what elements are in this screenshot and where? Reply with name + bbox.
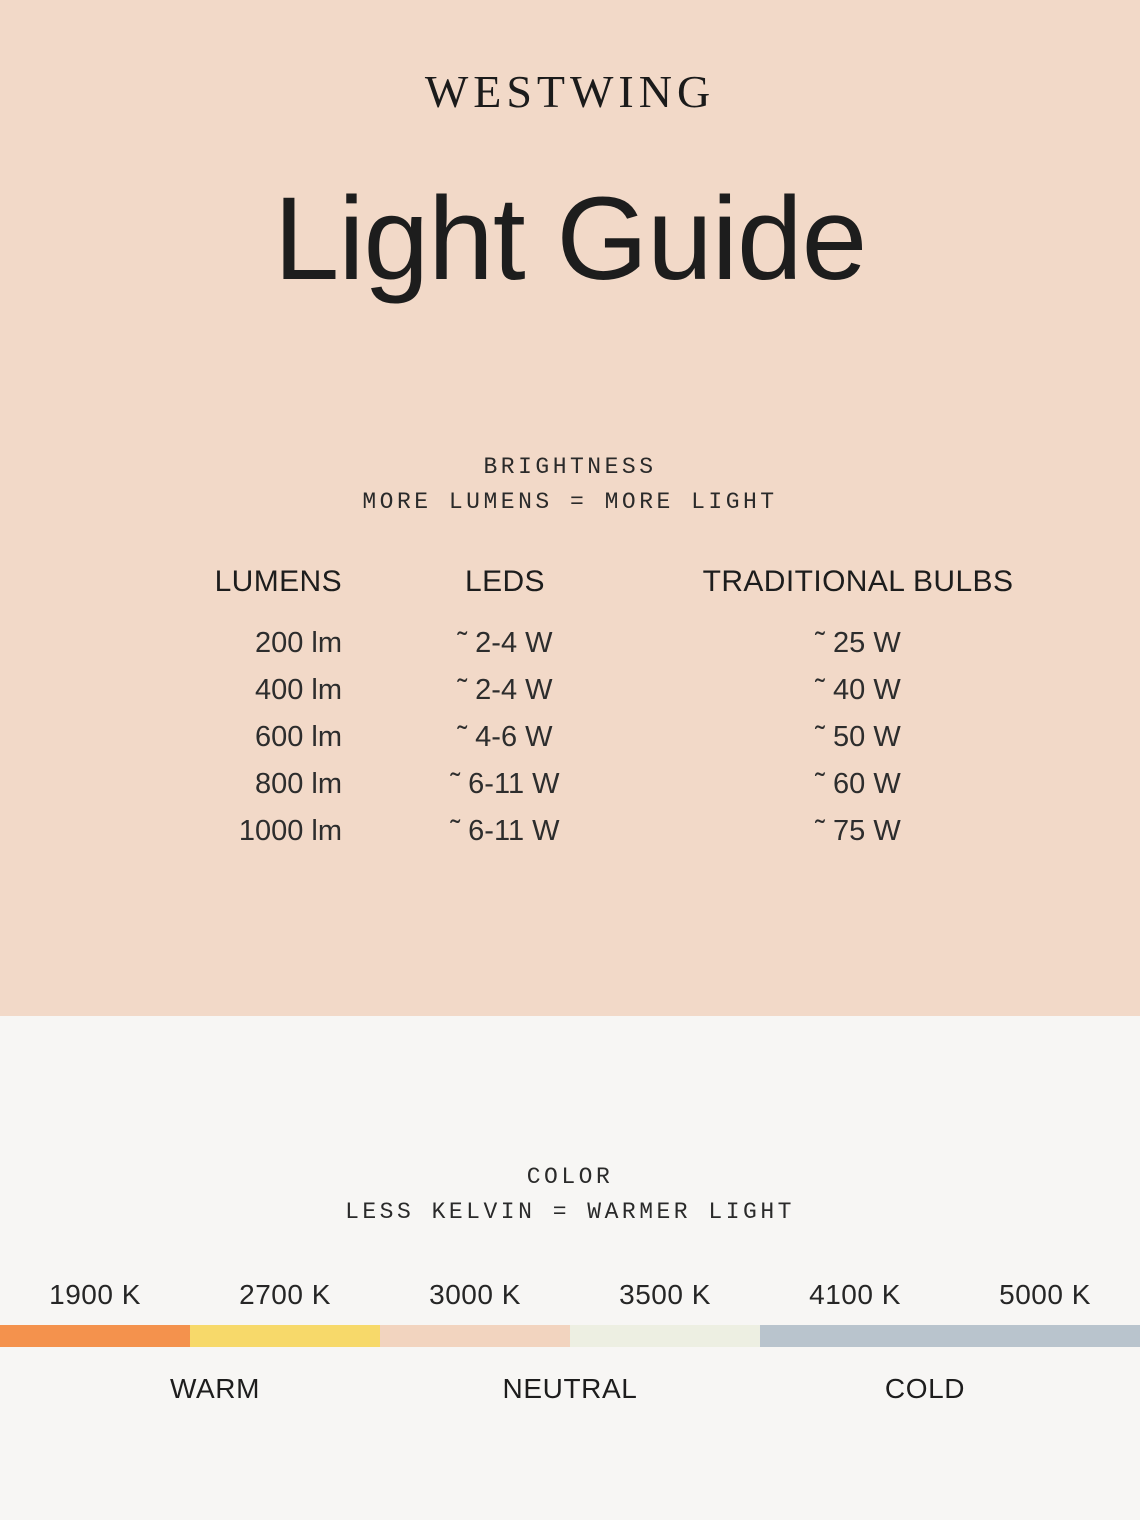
- cell-lumens: 800 lm: [254, 768, 342, 800]
- kelvin-label: 3000 K: [429, 1279, 521, 1310]
- cell-bulbs: ˜ 40 W: [815, 674, 901, 706]
- cell-leds: ˜ 6-11 W: [450, 768, 560, 800]
- table-row: [0, 674, 1140, 707]
- cell-lumens: 600 lm: [254, 721, 342, 753]
- color-temperature-swatches: [0, 1325, 1140, 1347]
- swatch-2700k: [190, 1325, 380, 1347]
- cell-leds: ˜ 4-6 W: [457, 721, 553, 753]
- swatch-4100k: [760, 1325, 950, 1347]
- temperature-group-labels: [0, 1373, 1140, 1405]
- cell-bulbs: ˜ 60 W: [815, 768, 901, 800]
- brightness-heading: [0, 450, 1140, 519]
- swatch-1900k: [0, 1325, 190, 1347]
- table-row: [0, 768, 1140, 801]
- brand-wordmark: WESTWING: [424, 66, 716, 117]
- cell-bulbs: ˜ 50 W: [815, 721, 901, 753]
- kelvin-label: 4100 K: [809, 1279, 901, 1310]
- cell-lumens: 200 lm: [254, 627, 342, 659]
- column-header-leds: LEDS: [465, 565, 545, 598]
- brightness-heading-line1: BRIGHTNESS: [483, 454, 657, 480]
- table-row: [0, 721, 1140, 754]
- cell-leds: ˜ 2-4 W: [457, 674, 553, 706]
- cell-lumens: 400 lm: [254, 674, 342, 706]
- kelvin-label: 1900 K: [49, 1279, 141, 1310]
- kelvin-label: 2700 K: [239, 1279, 331, 1310]
- label-neutral: NEUTRAL: [502, 1373, 638, 1404]
- swatch-5000k: [950, 1325, 1140, 1347]
- kelvin-label: 3500 K: [619, 1279, 711, 1310]
- color-heading-line1: COLOR: [526, 1164, 614, 1190]
- swatch-3000k: [380, 1325, 570, 1347]
- color-heading-line2: LESS KELVIN = WARMER LIGHT: [345, 1198, 795, 1225]
- column-header-traditional-bulbs: TRADITIONAL BULBS: [702, 565, 1014, 598]
- cell-leds: ˜ 2-4 W: [457, 627, 553, 659]
- brightness-heading-line2: MORE LUMENS = MORE LIGHT: [362, 488, 778, 515]
- brightness-table: [0, 565, 1140, 848]
- page-title: Light Guide: [273, 173, 867, 305]
- label-warm: WARM: [169, 1373, 260, 1404]
- table-row: [0, 627, 1140, 660]
- kelvin-label: 5000 K: [999, 1279, 1091, 1310]
- table-row: [0, 815, 1140, 848]
- column-header-lumens: LUMENS: [214, 565, 342, 598]
- color-heading: [0, 1016, 1140, 1229]
- color-section: [0, 1016, 1140, 1520]
- kelvin-scale-labels: [0, 1279, 1140, 1311]
- cell-bulbs: ˜ 25 W: [815, 627, 901, 659]
- cell-leds: ˜ 6-11 W: [450, 815, 560, 847]
- table-header-row: [0, 565, 1140, 599]
- cell-lumens: 1000 lm: [238, 815, 342, 847]
- label-cold: COLD: [884, 1373, 966, 1404]
- swatch-3500k: [570, 1325, 760, 1347]
- cell-bulbs: ˜ 75 W: [815, 815, 901, 847]
